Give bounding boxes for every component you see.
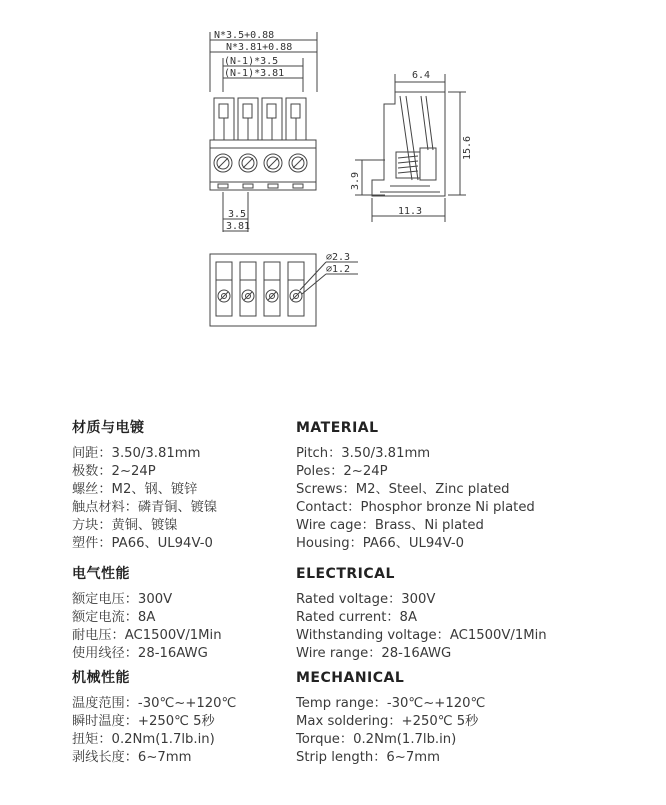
dim-pitch-b: 3.81: [226, 221, 251, 232]
dim-side-top: 6.4: [412, 70, 431, 81]
dim-overall-a: N*3.5+0.88: [214, 30, 275, 41]
en-electrical-item: Rated current：8A: [296, 610, 417, 625]
cn-mechanical-item: 瞬时温度：+250℃ 5秒: [72, 714, 215, 729]
dim-hole-a: ∅2.3: [326, 252, 351, 263]
dim-span-b: (N-1)*3.81: [224, 68, 285, 79]
en-material-item: Contact：Phosphor bronze Ni plated: [296, 500, 535, 515]
en-mechanical-item: Temp range：-30℃~+120℃: [296, 696, 486, 711]
en-mechanical-item: Torque：0.2Nm(1.7lb.in): [296, 732, 457, 747]
dim-pitch-a: 3.5: [228, 209, 247, 220]
cn-material-item: 方块：黄铜、镀镍: [72, 518, 178, 533]
cn-electrical-item: 使用线径：28-16AWG: [72, 646, 208, 661]
dim-side-low: 3.9: [350, 171, 361, 190]
cn-electrical-item: 额定电流：8A: [72, 610, 156, 625]
dim-overall-b: N*3.81+0.88: [226, 42, 293, 53]
cn-electrical-item: 额定电压：300V: [72, 592, 173, 607]
en-mechanical-item: Strip length：6~7mm: [296, 750, 440, 765]
en-mechanical-item: Max soldering：+250℃ 5秒: [296, 714, 479, 729]
cn-material-item: 极数：2~24P: [72, 464, 156, 479]
cn-mechanical-item: 扭矩：0.2Nm(1.7lb.in): [72, 732, 215, 747]
en-section-title: ELECTRICAL: [296, 566, 395, 582]
cn-section-title: 材质与电镀: [72, 420, 145, 436]
cn-section-material: [72, 419, 217, 553]
en-material-item: Poles：2~24P: [296, 464, 388, 479]
side-view: [355, 74, 466, 222]
dim-side-height: 15.6: [462, 135, 473, 160]
en-section-electrical: [296, 565, 547, 663]
cn-material-item: 塑件：PA66、UL94V-0: [72, 536, 213, 551]
technical-drawing: [0, 0, 666, 400]
dim-span-a: (N-1)*3.5: [224, 56, 279, 67]
cn-mechanical-item: 温度范围：-30℃~+120℃: [72, 696, 237, 711]
en-material-item: Wire cage：Brass、Ni plated: [296, 518, 484, 533]
dim-hole-b: ∅1.2: [326, 264, 351, 275]
cn-mechanical-item: 剥线长度：6~7mm: [72, 750, 192, 765]
en-material-item: Pitch：3.50/3.81mm: [296, 446, 431, 461]
dim-side-width: 11.3: [398, 206, 423, 217]
cn-electrical-item: 耐电压：AC1500V/1Min: [72, 628, 222, 643]
en-section-title: MECHANICAL: [296, 670, 405, 686]
cn-section-electrical: [72, 565, 222, 663]
cn-material-item: 间距：3.50/3.81mm: [72, 446, 201, 461]
cn-section-title: 电气性能: [72, 566, 130, 582]
en-material-item: Screws：M2、Steel、Zinc plated: [296, 482, 510, 497]
en-electrical-item: Withstanding voltage：AC1500V/1Min: [296, 628, 547, 643]
cn-material-item: 触点材料：磷青铜、镀镍: [72, 500, 218, 515]
en-electrical-item: Wire range：28-16AWG: [296, 646, 452, 661]
en-section-material: [296, 419, 535, 553]
cn-material-item: 螺丝：M2、钢、镀锌: [72, 482, 198, 497]
cn-section-title: 机械性能: [72, 670, 130, 686]
en-section-title: MATERIAL: [296, 420, 379, 436]
en-material-item: Housing：PA66、UL94V-0: [296, 536, 465, 551]
en-electrical-item: Rated voltage：300V: [296, 592, 436, 607]
cn-section-mechanical: [72, 669, 236, 767]
en-section-mechanical: [296, 669, 485, 767]
